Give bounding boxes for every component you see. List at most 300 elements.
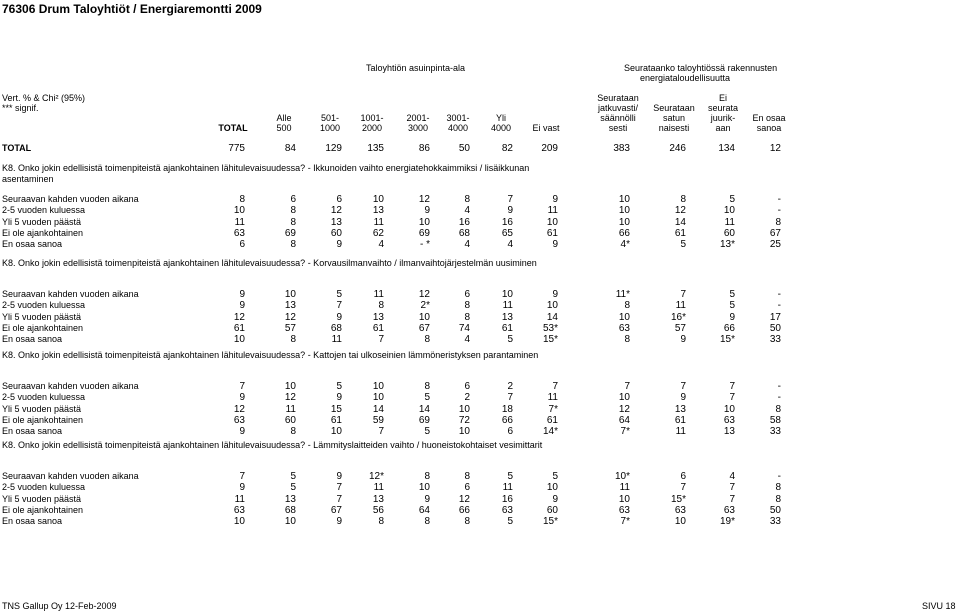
table-cell: - — [777, 471, 781, 482]
table-cell: 5 — [680, 239, 686, 251]
table-cell: 13 — [372, 311, 384, 323]
table-cell: - — [777, 289, 781, 300]
table-cell: 9 — [239, 392, 245, 404]
table-cell: 2 — [507, 381, 513, 392]
table-cell: 11 — [619, 482, 630, 494]
table-cell: 11 — [675, 426, 686, 438]
table-cell: 25 — [769, 239, 781, 251]
group1-header: Taloyhtiön asuinpinta-ala — [366, 63, 466, 73]
table-cell: 11 — [373, 289, 384, 300]
table-cell: 7 — [729, 392, 735, 404]
table-cell: 33 — [769, 334, 781, 346]
column-header-text: naisesti — [658, 123, 690, 133]
footer-right: SIVU 18 — [922, 601, 956, 611]
table-cell: 68 — [458, 227, 470, 239]
table-cell: 66 — [458, 504, 470, 516]
table-cell: 12 — [330, 205, 342, 217]
table-cell: 56 — [372, 504, 384, 516]
table-cell: 67 — [330, 504, 342, 516]
question-text: K8. Onko jokin edellisistä toimenpiteistä ajankohtainen lähitulevaisuudessa? - Lämmityslaitteiden vaihto / huoneistokohtaiset vesimittarit — [2, 440, 543, 450]
table-cell: 10 — [418, 216, 430, 228]
column-header-text: TOTAL — [218, 123, 248, 133]
table-cell: 11 — [234, 216, 245, 228]
table-cell: 10 — [674, 516, 686, 528]
table-cell: 10 — [458, 426, 470, 438]
row-label: En osaa sanoa — [2, 426, 63, 437]
row-label: 2-5 vuoden kuluessa — [2, 392, 86, 403]
table-cell: 61 — [330, 414, 342, 426]
table-cell: 14 — [546, 311, 558, 323]
table-cell: 62 — [372, 227, 384, 239]
table-cell: 5 — [424, 392, 430, 404]
total-cell: 209 — [541, 143, 558, 154]
table-cell: 8 — [290, 205, 296, 217]
footer-left: TNS Gallup Oy 12-Feb-2009 — [2, 601, 117, 611]
table-cell: 9 — [239, 289, 245, 300]
column-header-text: Ei — [718, 93, 727, 103]
table-cell: 8 — [624, 300, 630, 312]
table-cell: 8 — [424, 471, 430, 482]
column-header-text: Seurataan — [597, 93, 639, 103]
table-cell: 5 — [729, 289, 735, 300]
column-header-text: 1001- — [360, 113, 384, 123]
table-cell: 4 — [378, 239, 384, 251]
table-cell: 15* — [719, 334, 735, 346]
table-cell: 5 — [507, 516, 513, 528]
table-cell: 10 — [284, 516, 296, 528]
table-cell: 9 — [336, 239, 342, 251]
column-header-text: jatkuvasti/ — [597, 103, 639, 113]
vert-note: Vert. % & Chi² (95%) — [2, 93, 86, 103]
table-cell: 5 — [507, 334, 513, 346]
row-label: Seuraavan kahden vuoden aikana — [2, 381, 139, 391]
table-cell: 8 — [424, 381, 430, 392]
table-cell: 7 — [680, 482, 686, 494]
table-cell: 11 — [285, 403, 296, 415]
table-cell: 64 — [618, 414, 630, 426]
table-cell: 10 — [418, 482, 430, 494]
table-cell: 8 — [239, 194, 245, 205]
table-cell: 11 — [502, 482, 513, 494]
table-cell: 61 — [546, 414, 558, 426]
total-cell: 246 — [669, 143, 686, 154]
table-cell: 10 — [284, 381, 296, 392]
total-cell: 135 — [367, 143, 384, 154]
table-cell: 16* — [670, 311, 686, 323]
table-cell: 5 — [729, 300, 735, 312]
table-cell: 61 — [372, 322, 384, 334]
table-cell: 13 — [330, 216, 342, 228]
column-header-text: seurata — [707, 103, 739, 113]
table-cell: 8 — [378, 516, 384, 528]
table-cell: 8 — [775, 482, 781, 494]
table-cell: 12 — [233, 403, 245, 415]
table-cell: 15 — [330, 403, 342, 415]
table-cell: 10 — [458, 403, 470, 415]
table-cell: 63 — [233, 227, 245, 239]
table-cell: 60 — [330, 227, 342, 239]
table-cell: 11 — [331, 334, 342, 346]
column-header-text: 1000 — [319, 123, 341, 133]
table-cell: 12 — [284, 392, 296, 404]
row-label: En osaa sanoa — [2, 239, 63, 250]
table-cell: 72 — [458, 414, 470, 426]
table-cell: 11* — [615, 289, 630, 300]
table-cell: 57 — [674, 322, 686, 334]
table-cell: 8 — [464, 194, 470, 205]
table-cell: 14 — [372, 403, 384, 415]
table-cell: 5 — [507, 471, 513, 482]
table-cell: 8 — [290, 216, 296, 228]
table-cell: 63 — [233, 504, 245, 516]
table-cell: 10 — [618, 205, 630, 217]
row-label: Yli 5 vuoden päästä — [2, 493, 82, 504]
table-cell: 50 — [769, 504, 781, 516]
table-cell: 33 — [769, 426, 781, 438]
table-cell: 10 — [233, 516, 245, 528]
table-cell: 10 — [372, 194, 384, 205]
table-cell: 4 — [464, 205, 470, 217]
row-label: En osaa sanoa — [2, 516, 63, 527]
table-cell: 11 — [373, 482, 384, 494]
question-text: K8. Onko jokin edellisistä toimenpiteistä ajankohtainen lähitulevaisuudessa? - Korvausilmanvaihto / ilmanvaihtojärjestelmän uusiminen — [2, 258, 537, 268]
table-cell: 57 — [284, 322, 296, 334]
table-cell: 60 — [546, 504, 558, 516]
column-header-text: Alle — [276, 113, 292, 123]
column-header-text: 4000 — [447, 123, 469, 133]
page-title: 76306 Drum Taloyhtiöt / Energiaremontti 2009 — [2, 2, 262, 16]
table-cell: 63 — [723, 414, 735, 426]
table-cell: 10 — [418, 311, 430, 323]
table-cell: - * — [420, 239, 430, 251]
table-cell: 9 — [507, 205, 513, 217]
table-cell: 9 — [424, 205, 430, 217]
table-cell: - — [777, 205, 781, 217]
column-header-text: sesti — [608, 123, 628, 133]
total-cell: 383 — [613, 143, 630, 154]
table-cell: 9 — [552, 289, 558, 300]
table-cell: 50 — [769, 322, 781, 334]
column-header-text: Ei vast — [532, 123, 560, 133]
table-cell: 63 — [501, 504, 513, 516]
table-cell: 11 — [234, 493, 245, 505]
table-cell: 59 — [372, 414, 384, 426]
table-cell: 61 — [674, 414, 686, 426]
total-cell: 129 — [325, 143, 342, 154]
table-cell: 6 — [239, 239, 245, 251]
table-cell: 13 — [372, 205, 384, 217]
table-cell: 10 — [546, 482, 558, 494]
table-cell: 58 — [769, 414, 781, 426]
column-header-text: satun — [662, 113, 686, 123]
column-header-text: En osaa — [752, 113, 786, 123]
table-cell: 10 — [618, 311, 630, 323]
table-cell: 2* — [420, 300, 430, 312]
table-cell: 8 — [775, 493, 781, 505]
table-cell: 7 — [336, 482, 342, 494]
table-cell: 5 — [290, 471, 296, 482]
table-cell: 7 — [378, 426, 384, 438]
table-cell: 9 — [424, 493, 430, 505]
table-cell: 13* — [719, 239, 735, 251]
table-cell: 7 — [680, 289, 686, 300]
table-cell: 63 — [618, 322, 630, 334]
table-cell: 61 — [546, 227, 558, 239]
table-cell: 64 — [418, 504, 430, 516]
table-cell: 68 — [284, 504, 296, 516]
table-cell: 7 — [729, 381, 735, 392]
column-header-text: 2001- — [406, 113, 430, 123]
table-cell: 16 — [501, 216, 513, 228]
table-cell: 9 — [336, 471, 342, 482]
table-cell: 10 — [330, 426, 342, 438]
table-cell: 10 — [284, 289, 296, 300]
table-cell: 16 — [501, 493, 513, 505]
column-header-text: 3000 — [407, 123, 429, 133]
table-cell: 10 — [723, 205, 735, 217]
column-header-text: aan — [715, 123, 731, 133]
total-cell: 86 — [418, 143, 430, 154]
column-header-text: Yli — [495, 113, 506, 123]
group2-header-line1: Seurataanko taloyhtiössä rakennusten — [624, 63, 778, 73]
table-cell: 53* — [542, 322, 558, 334]
table-cell: 11 — [502, 300, 513, 312]
table-cell: 10 — [233, 205, 245, 217]
table-cell: 7* — [620, 516, 630, 528]
row-label: Yli 5 vuoden päästä — [2, 216, 82, 227]
table-cell: 12 — [458, 493, 470, 505]
total-cell: 84 — [284, 143, 296, 154]
table-cell: 9 — [239, 426, 245, 438]
table-cell: 9 — [552, 239, 558, 251]
table-cell: 66 — [723, 322, 735, 334]
table-cell: 67 — [769, 227, 781, 239]
table-cell: 11 — [724, 216, 735, 228]
table-cell: 8 — [290, 426, 296, 438]
table-cell: 13 — [723, 426, 735, 438]
table-cell: 11 — [547, 392, 558, 404]
table-cell: 12 — [418, 194, 430, 205]
table-cell: 8 — [464, 300, 470, 312]
table-cell: 8 — [464, 471, 470, 482]
table-cell: - — [777, 194, 781, 205]
table-cell: 7 — [552, 381, 558, 392]
row-label: En osaa sanoa — [2, 334, 63, 345]
table-cell: 7 — [624, 381, 630, 392]
row-label: Yli 5 vuoden päästä — [2, 311, 82, 322]
table-cell: 10 — [372, 392, 384, 404]
table-cell: 15* — [542, 516, 558, 528]
table-cell: 11 — [675, 300, 686, 312]
table-cell: 19* — [719, 516, 735, 528]
table-cell: 10 — [618, 493, 630, 505]
total-cell: 50 — [458, 143, 470, 154]
table-cell: 13 — [284, 493, 296, 505]
table-cell: 60 — [284, 414, 296, 426]
column-header-text: Seurataan — [653, 103, 695, 113]
table-cell: 5 — [336, 289, 342, 300]
table-cell: 6 — [336, 194, 342, 205]
column-header-text: 3001- — [446, 113, 470, 123]
table-cell: 8 — [464, 516, 470, 528]
column-header-text: sanoa — [756, 123, 782, 133]
table-cell: 2 — [464, 392, 470, 404]
total-cell: 775 — [228, 143, 245, 154]
table-cell: 8 — [464, 311, 470, 323]
table-cell: 7* — [548, 403, 558, 415]
table-cell: 9 — [552, 493, 558, 505]
column-header-text: juurik- — [710, 113, 736, 123]
table-cell: 6 — [680, 471, 686, 482]
table-cell: 8 — [290, 239, 296, 251]
table-cell: 7 — [729, 482, 735, 494]
table-cell: 5 — [424, 426, 430, 438]
table-cell: 5 — [336, 381, 342, 392]
total-cell: 12 — [769, 143, 781, 154]
table-cell: 4 — [464, 334, 470, 346]
table-cell: 10 — [501, 289, 513, 300]
column-header-text: 4000 — [490, 123, 512, 133]
table-cell: 66 — [501, 414, 513, 426]
table-cell: - — [777, 392, 781, 404]
table-cell: 12* — [368, 471, 384, 482]
table-cell: 9 — [552, 194, 558, 205]
table-cell: 5 — [290, 482, 296, 494]
table-cell: 15* — [542, 334, 558, 346]
table-cell: 7 — [507, 392, 513, 404]
table-cell: 9 — [680, 392, 686, 404]
table-cell: 67 — [418, 322, 430, 334]
total-cell: 134 — [718, 143, 735, 154]
table-cell: 7 — [378, 334, 384, 346]
table-cell: 61 — [501, 322, 513, 334]
row-label: Yli 5 vuoden päästä — [2, 403, 82, 414]
table-cell: 10 — [618, 194, 630, 205]
table-cell: 7* — [620, 426, 630, 438]
table-cell: 7 — [680, 381, 686, 392]
group2-header-line2: energiataloudellisuutta — [640, 73, 731, 83]
signif-note: *** signif. — [2, 103, 39, 113]
table-cell: 63 — [233, 414, 245, 426]
table-cell: 8 — [424, 334, 430, 346]
table-cell: 69 — [418, 227, 430, 239]
table-cell: 63 — [618, 504, 630, 516]
table-cell: 7 — [239, 471, 245, 482]
table-cell: 14 — [418, 403, 430, 415]
table-cell: 69 — [284, 227, 296, 239]
column-header-text: 501- — [320, 113, 339, 123]
table-cell: 4* — [620, 239, 630, 251]
table-cell: 8 — [775, 403, 781, 415]
row-label: Ei ole ajankohtainen — [2, 414, 84, 425]
table-cell: 16 — [458, 216, 470, 228]
table-cell: 10 — [233, 334, 245, 346]
table-cell: 12 — [284, 311, 296, 323]
table-cell: 7 — [239, 381, 245, 392]
table-cell: 8 — [775, 216, 781, 228]
table-cell: 7 — [729, 493, 735, 505]
table-cell: 7 — [336, 493, 342, 505]
column-header-text: 500 — [276, 123, 292, 133]
table-cell: 5 — [729, 194, 735, 205]
table-cell: 10 — [372, 381, 384, 392]
table-cell: 65 — [501, 227, 513, 239]
table-cell: 10 — [546, 216, 558, 228]
table-cell: 9 — [729, 311, 735, 323]
row-label: 2-5 vuoden kuluessa — [2, 482, 86, 493]
table-cell: 10* — [614, 471, 630, 482]
table-cell: 4 — [507, 239, 513, 251]
table-cell: 10 — [618, 392, 630, 404]
table-cell: 12 — [233, 311, 245, 323]
table-cell: 4 — [464, 239, 470, 251]
table-cell: 61 — [674, 227, 686, 239]
table-cell: 8 — [680, 194, 686, 205]
table-cell: 11 — [373, 216, 384, 228]
table-cell: 9 — [336, 392, 342, 404]
table-cell: 12 — [674, 205, 686, 217]
table-cell: 4 — [729, 471, 735, 482]
table-cell: 9 — [336, 516, 342, 528]
table-cell: 6 — [290, 194, 296, 205]
row-label: Ei ole ajankohtainen — [2, 504, 84, 515]
row-label: Ei ole ajankohtainen — [2, 227, 84, 238]
column-header-text: säännölli — [600, 113, 636, 123]
table-cell: 33 — [769, 516, 781, 528]
table-cell: 66 — [618, 227, 630, 239]
table-cell: 8 — [624, 334, 630, 346]
question-text-continued: asentaminen — [2, 174, 54, 184]
row-label: 2-5 vuoden kuluessa — [2, 205, 86, 216]
table-cell: 9 — [680, 334, 686, 346]
question-text: K8. Onko jokin edellisistä toimenpiteistä ajankohtainen lähitulevaisuudessa? - Ikkunoiden vaihto energiatehokkaimmiksi / lisäikkunan — [2, 163, 530, 173]
table-cell: 74 — [458, 322, 470, 334]
row-label: Seuraavan kahden vuoden aikana — [2, 471, 139, 481]
row-label: Seuraavan kahden vuoden aikana — [2, 289, 139, 299]
table-cell: 60 — [723, 227, 735, 239]
row-label: 2-5 vuoden kuluessa — [2, 300, 86, 311]
table-cell: 9 — [239, 300, 245, 312]
table-cell: 12 — [618, 403, 630, 415]
total-cell: 82 — [501, 143, 513, 154]
table-cell: 6 — [464, 482, 470, 494]
question-text: K8. Onko jokin edellisistä toimenpiteistä ajankohtainen lähitulevaisuudessa? - Kattojen tai ulkoseinien lämmöneristyksen parantaminen — [2, 350, 539, 360]
table-cell: 7 — [507, 194, 513, 205]
table-cell: 10 — [546, 300, 558, 312]
table-cell: - — [777, 381, 781, 392]
table-cell: 13 — [501, 311, 513, 323]
table-cell: 7 — [336, 300, 342, 312]
table-cell: 68 — [330, 322, 342, 334]
table-cell: 8 — [378, 300, 384, 312]
table-cell: 13 — [372, 493, 384, 505]
table-cell: 13 — [674, 403, 686, 415]
row-label: Ei ole ajankohtainen — [2, 322, 84, 333]
table-cell: 14* — [542, 426, 558, 438]
table-cell: 63 — [674, 504, 686, 516]
row-label: Seuraavan kahden vuoden aikana — [2, 194, 139, 204]
table-cell: 5 — [552, 471, 558, 482]
column-header-text: 2000 — [361, 123, 383, 133]
table-cell: 6 — [507, 426, 513, 438]
table-cell: 6 — [464, 289, 470, 300]
table-cell: 12 — [418, 289, 430, 300]
table-cell: 17 — [769, 311, 781, 323]
table-cell: 69 — [418, 414, 430, 426]
table-cell: 18 — [501, 403, 513, 415]
table-cell: 8 — [290, 334, 296, 346]
table-cell: 9 — [336, 311, 342, 323]
